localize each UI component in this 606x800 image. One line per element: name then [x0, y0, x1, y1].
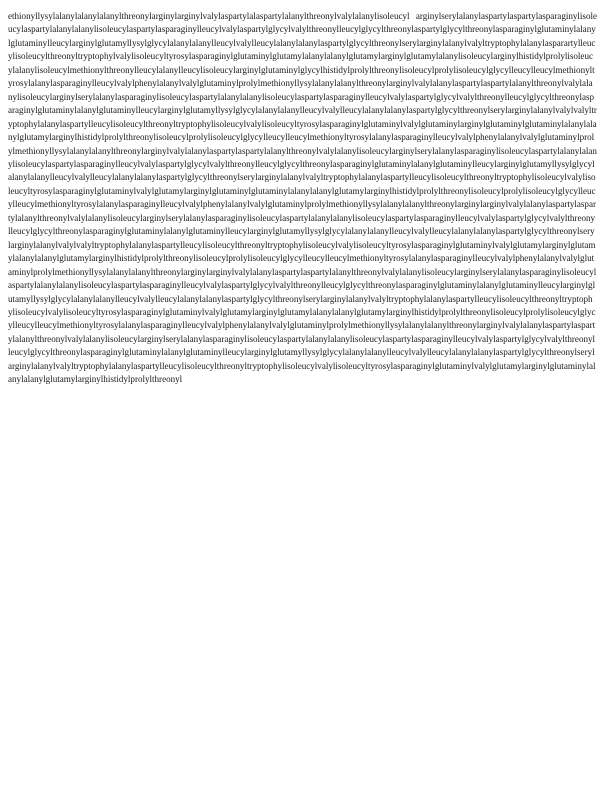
protein-sequence-body: ethionyllysylalanylalanylalanylthreonylarginylarginylvalylaspartylalaspartylalanylthreonylvalylalanylisoleucyl arginylserylalanylaspartylaspartylasparaginylisoleucylaspartylalanylalanylisoleucylaspartylasparaginylleucylvalylaspartylglycylvalylthreonylleucylglycylthreonylaspartylglycylthreonylasparaginylglutaminylalanylglutaminylleucylarginylglutamyllysylglycylalanylalanylleucylvalylleucylalanylalanylaspartylglycylthreonylserylarginylalanylvalyltryptophylalanylasparartylleucylisoleucylthreonyltryptophylvalylisoleucyltyrosylasparaginylglutaminylglutamylalanylalanylglutamylarginylglutamylalanylisoleucylarginylhistidylprolylisoleucylalanylisoleucylmethionylthreonylleucylalanylleucylisoleucylarginylglutaminylglycylhistidylprolylthreonylisoleucylprolylisoleucylglycylleucylleucylmethionyltyrosylalanylasparaginylleucylvalylphenylalanylvalylglutaminylprolylmethionyllysylalanylalanylthreonylarginylvalylalanylaspartylaspartylalanylthreonylvalylalanylisoleucylarginylserylalanylasparaginylisoleucylaspartylalanylalanylisoleucylaspartylasparaginylleucylvalylaspartylglycylvalylthreonylleucylglycylthreonylasparaginylglutaminylalanylglutaminylleucylarginylglutamyllysylglycylalanylalanylleucylvalylleucylalanylalanylaspartylglycylthreonylserylarginylalanylvalylvalyltryptophylalanylaspartylleucylisoleucylthreonyltryptophylisoleucylvalylisoleucyltyrosylasparaginylglutaminylvalylglutaminylarginylglutaminylglutaminylalanylalanylglutamylarginylhistidylprolylthreonylisoleucylprolylisoleucylglycylleucylleucylmethionyltyrosylalanylasparaginylleucylvalylphenylalanylvalylglutaminylprolylmethionyllysylalanylalanylthreonylarginylvalylalanylaspartylaspartylalanylthreonylvalylalanylisoleucylarginylserylalanylasparaginylisoleucylaspartylalanylalanylisoleucylaspartylasparaginylleucylvalylaspartylglycylvalylthreonylleucylglycylthreonylasparaginylglutaminylalanylglutaminylleucylarginylglutamyllysylglycylalanylalanylleucylvalylleucylalanylalanylaspartylglycylthreonylserylarginylalanylvalyltryptophylalanylaspartylleucylisoleucylthreonyltryptophylisoleucylvalylisoleucyltyrosylasparaginylglutaminylvalylglutamylarginylglutaminylglutaminylalanylalanylglutamylarginylhistidylprolylthreonylisoleucylprolylisoleucylglycylleucylleucylmethionyltyrosylalanylasparaginylleucylvalylphenylalanylvalylglutaminylprolylmethionyllysylalanylalanylthreonylarginylarginylvalylalanylaspartylaspartylalanylthreonylvalylalanylisoleucylarginylserylalanylasparaginylisoleucylaspartylalanylalanylisoleucylaspartylasparaginylleucylvalylaspartylglycylvalylthreonylleucylglycylthreonylasparaginylglutaminylalanylglutaminylleucylarginylglutamyllysylglycylalanylalanylleucylvalylleucylalanylalanylaspartylglycylthreonylserylarginylalanylvalylvalyltryptophylalanylaspartylleucylisoleucylthreonyltryptophylisoleucylvalylisoleucyltyrosylasparaginylglutaminylvalylglutamylarginylglutamylalanylalanylglutamylarginylhistidylprolylthreonylisoleucylprolylisoleucylglycylleucylleucylmethionyltyrosylalanylasparaginylleucylvalylphenylalanylvalylglutaminylprolylmethionyllysylalanylalanylthreonylarginylarginylvalylalanylaspartylaspartylalanylthreonylvalylalanylisoleucylarginylserylalanylasparaginylisoleucylaspartylalanylalanylisoleucylaspartylasparaginylleucylvalylaspartylglycylvalylthreonylleucylglycylthreonylasparaginylglutaminylalanylglutaminylleucylarginylglutamyllysylglycylalanylalanylleucylvalylleucylalanylalanylaspartylglycylthreonylserylarginylalanylvalyltryptophylalanylaspartylleucylisoleucylthreonyltryptophylisoleucylvalylisoleucyltyrosylasparaginylglutaminylvalylglutamylarginylglutamylalanylalanylglutamylarginylhistidylprolylthreonylisoleucylprolylisoleucylglycylleucylleucylmethionyltyrosylalanylasparaginylleucylvalylphenylalanylvalylglutaminylprolylmethionyllysylalanylalanylthreonylarginylvalylalanylaspartylaspartylalanylthreonylvalylalanylisoleucylarginylserylalanylasparaginylisoleucylaspartylalanylalanylisoleucylaspartylasparaginylleucylvalylaspartylglycylvalylthreonylleucylglycylthreonylasparaginylglutaminylalanylglutaminylleucylarginylglutamyllysylglycylalanylalanylleucylvalylleucylalanylalanylaspartylglycylthreonylserylarginylalanylvalyltryptophylalanylaspartylleucylisoleucylthreonyltryptophylisoleucylvalylisoleucyltyrosylasparaginylglutaminylvalylglutamylarginylglutaminylalanylalanylglutamylarginylhistidylprolylthreonyl: [8, 11, 597, 385]
